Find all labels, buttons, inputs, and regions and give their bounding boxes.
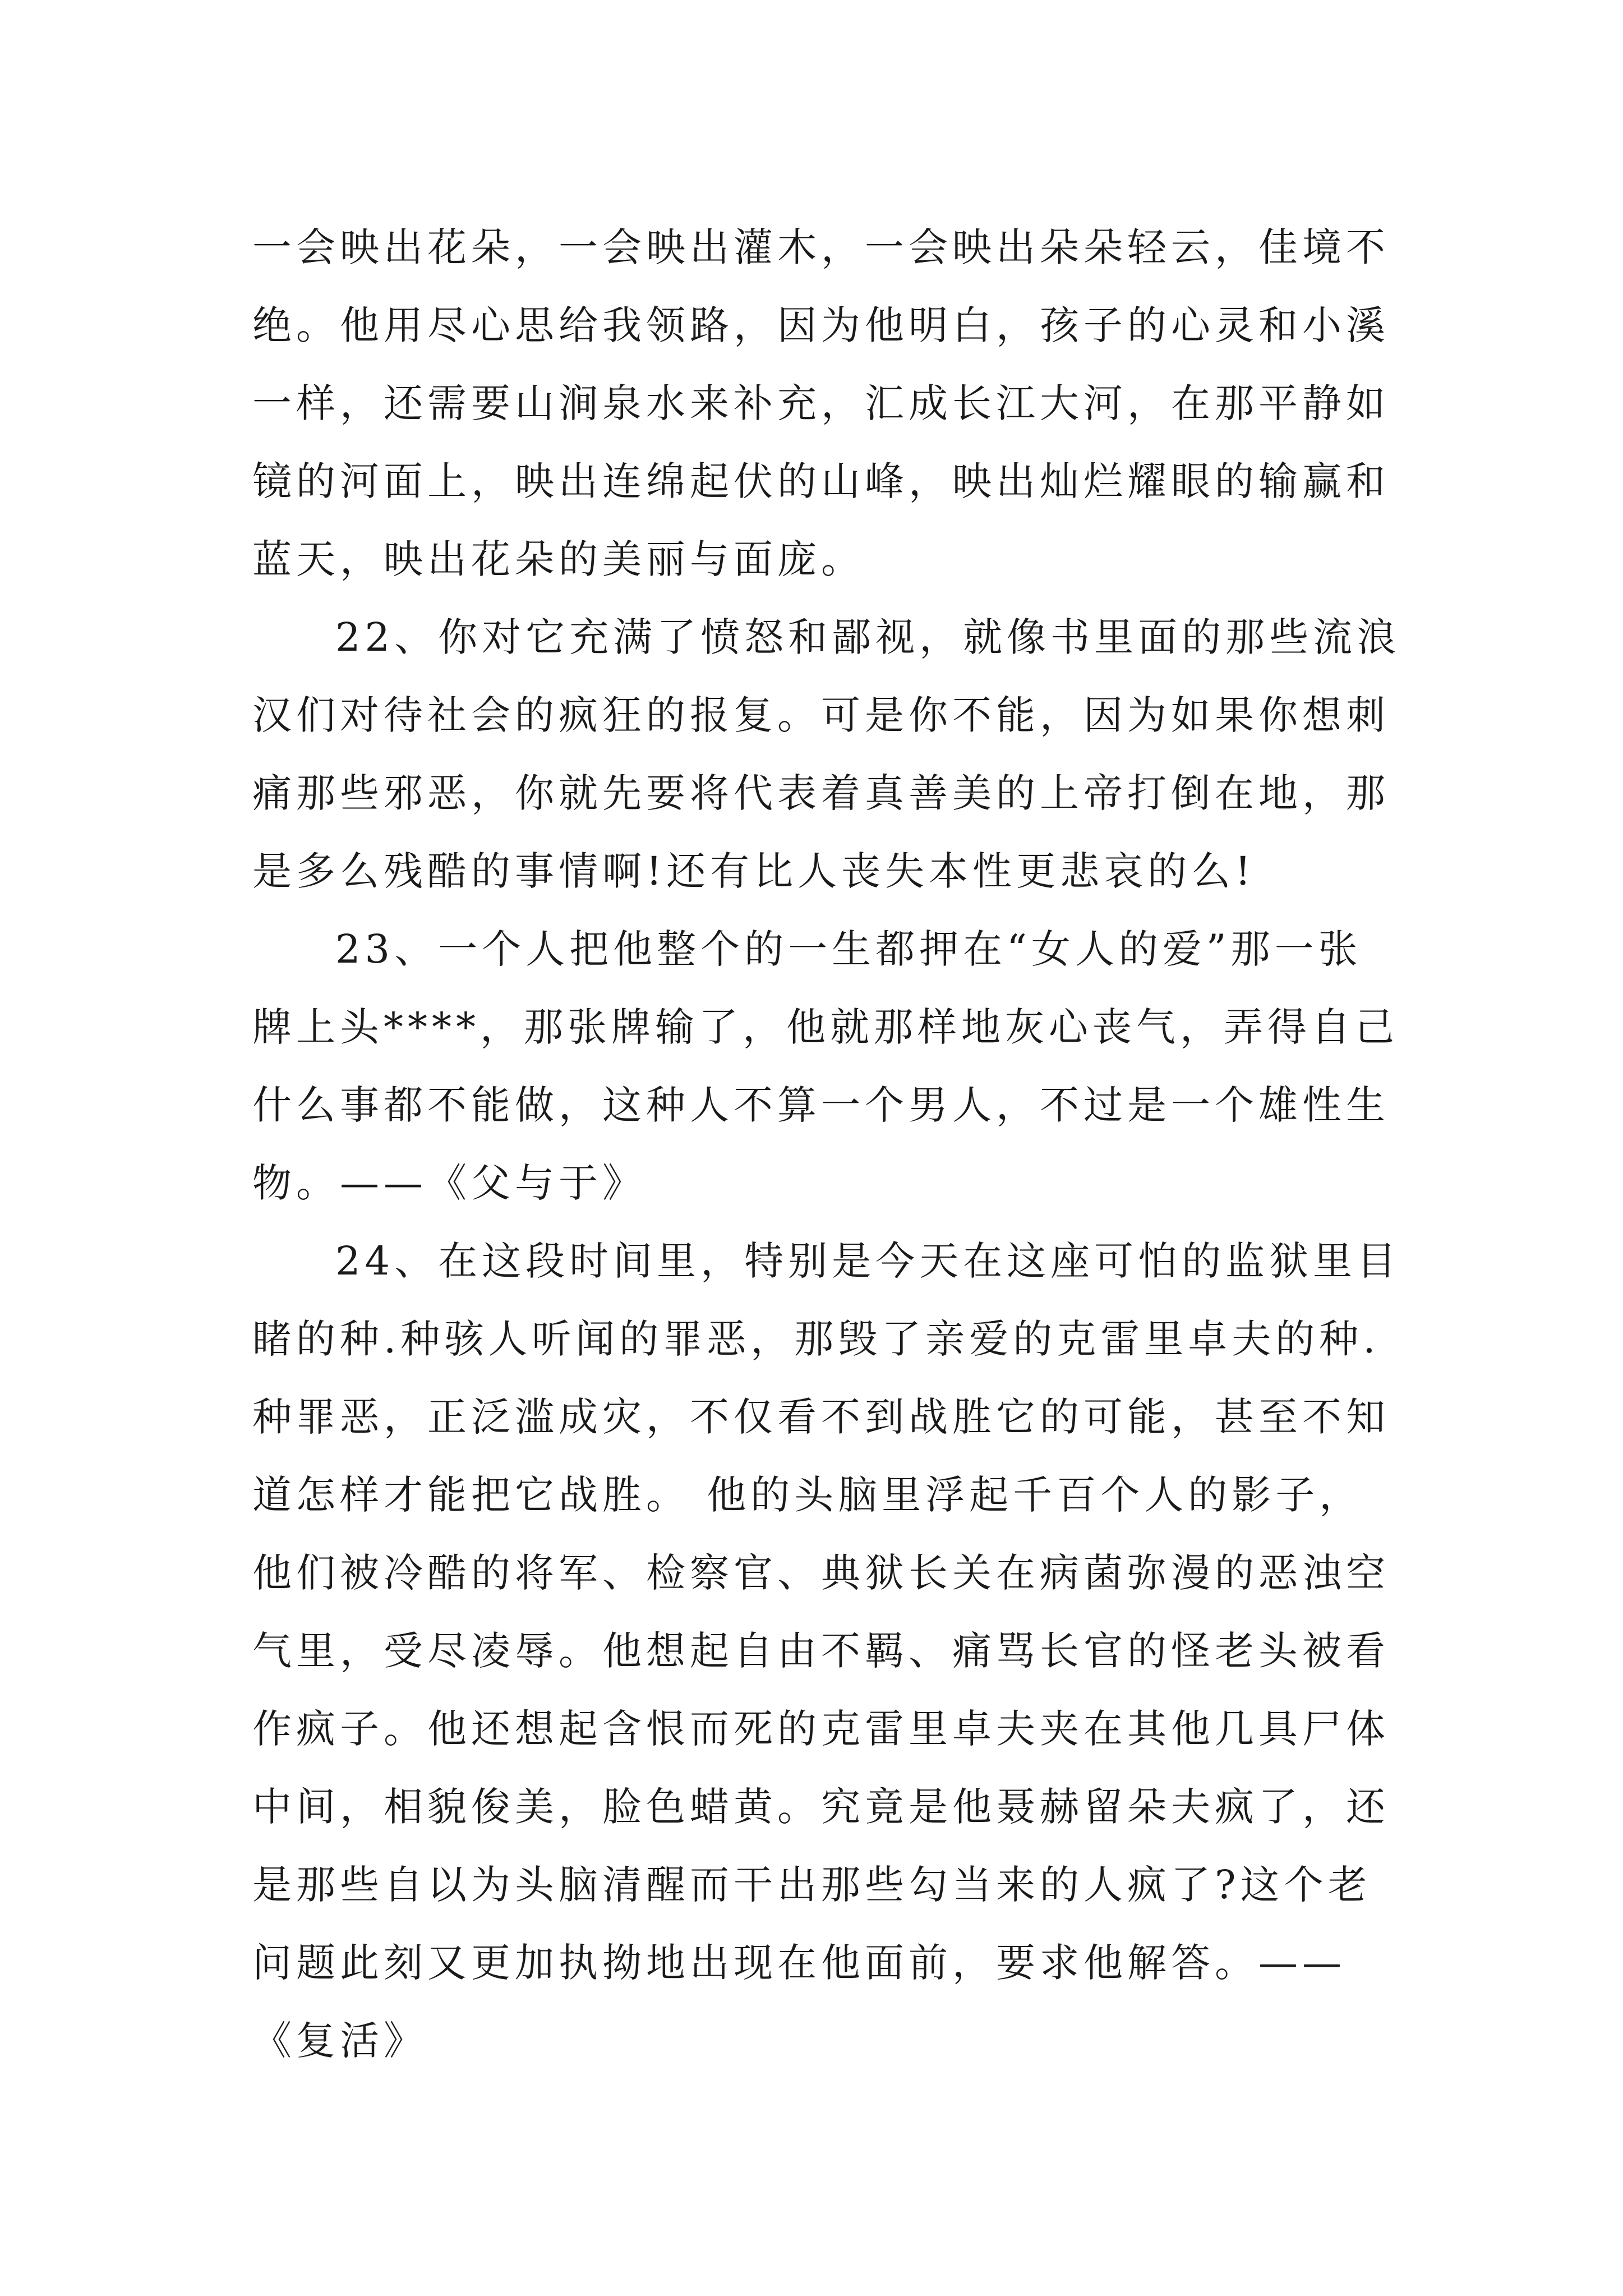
text-line: 他们被冷酷的将军、检察官、典狱长关在病菌弥漫的恶浊空: [252, 1550, 1390, 1596]
text-line: 蓝天，映出花朵的美丽与面庞。: [252, 536, 865, 582]
text-line: 镜的河面上，映出连绵起伏的山峰，映出灿烂耀眼的输赢和: [252, 458, 1390, 504]
text-line: 汉们对待社会的疯狂的报复。可是你不能，因为如果你想刺: [252, 692, 1390, 738]
text-line: 什么事都不能做，这种人不算一个男人，不过是一个雄性生: [252, 1082, 1390, 1128]
text-line: 一会映出花朵，一会映出灌木，一会映出朵朵轻云，佳境不: [252, 224, 1390, 270]
paragraph-start-line: 24、在这段时间里，特别是今天在这座可怕的监狱里目: [335, 1238, 1401, 1284]
text-line: 是多么残酷的事情啊!还有比人丧失本性更悲哀的么!: [252, 848, 1256, 894]
text-line: 中间，相貌俊美，脸色蜡黄。究竟是他聂赫留朵夫疯了，还: [252, 1784, 1390, 1830]
text-line: 睹的种.种骇人听闻的罪恶，那毁了亲爱的克雷里卓夫的种.: [252, 1316, 1380, 1362]
text-line: 种罪恶，正泛滥成灾，不仅看不到战胜它的可能，甚至不知: [252, 1394, 1390, 1440]
text-line: 痛那些邪恶，你就先要将代表着真善美的上帝打倒在地，那: [252, 770, 1390, 816]
text-line: 绝。他用尽心思给我领路，因为他明白，孩子的心灵和小溪: [252, 302, 1390, 348]
text-line: 作疯子。他还想起含恨而死的克雷里卓夫夹在其他几具尸体: [252, 1706, 1390, 1752]
document-body: [252, 209, 1401, 2080]
text-line: 《复活》: [252, 2018, 427, 2064]
text-line: 是那些自以为头脑清醒而干出那些勾当来的人疯了?这个老: [252, 1862, 1372, 1908]
text-line: 问题此刻又更加执拗地出现在他面前，要求他解答。——: [252, 1940, 1346, 1986]
text-line: 气里，受尽凌辱。他想起自由不羁、痛骂长官的怪老头被看: [252, 1628, 1390, 1674]
paragraph-start-line: 22、你对它充满了愤怒和鄙视，就像书里面的那些流浪: [335, 614, 1401, 660]
paragraph-start-line: 23、一个人把他整个的一生都押在“女人的爱”那一张: [335, 926, 1362, 972]
text-line: 物。——《父与于》: [252, 1160, 646, 1206]
text-line: 牌上头****，那张牌输了，他就那样地灰心丧气，弄得自己: [252, 1004, 1399, 1050]
text-line: 道怎样才能把它战胜。 他的头脑里浮起千百个人的影子，: [252, 1472, 1363, 1518]
text-line: 一样，还需要山涧泉水来补充，汇成长江大河，在那平静如: [252, 380, 1390, 426]
